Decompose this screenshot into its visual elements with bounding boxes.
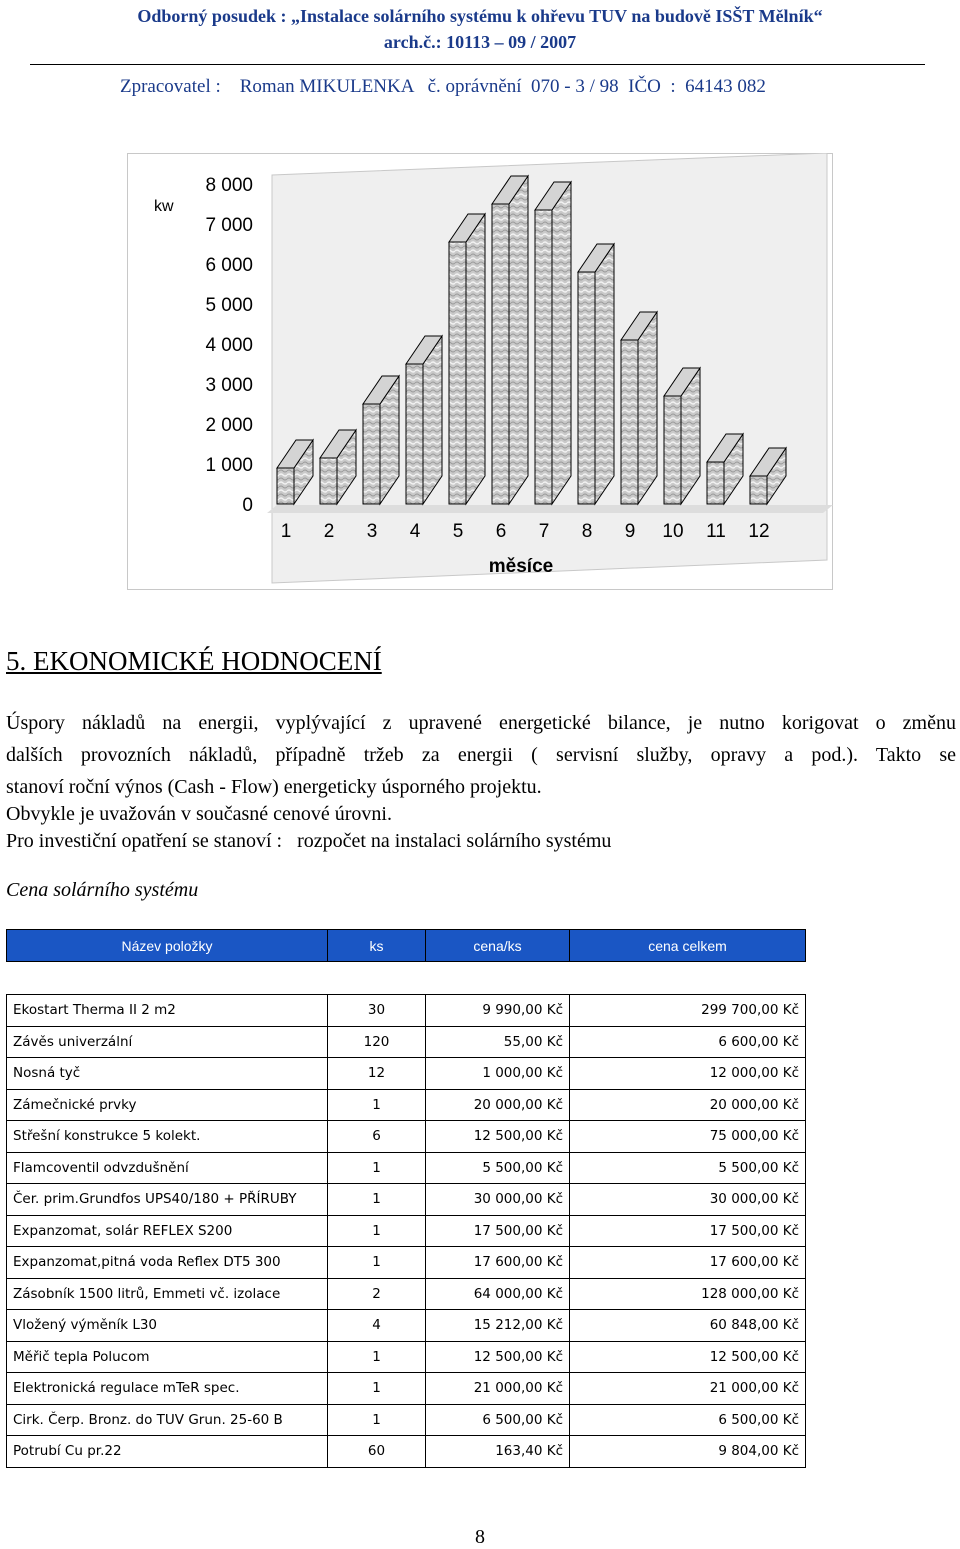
cell-item-name: Potrubí Cu pr.22 — [7, 1436, 328, 1468]
table-row — [7, 1184, 806, 1216]
cell-unit-price: 17 500,00 Kč — [426, 1215, 570, 1247]
chart-x-tick-label: 6 — [495, 521, 507, 542]
cell-total-price: 6 500,00 Kč — [570, 1404, 806, 1436]
chart-bar — [664, 368, 700, 504]
cell-unit-price: 30 000,00 Kč — [426, 1184, 570, 1216]
cell-total-price: 75 000,00 Kč — [570, 1121, 806, 1153]
table-row — [7, 1341, 806, 1373]
cell-total-price: 20 000,00 Kč — [570, 1089, 806, 1121]
cell-quantity: 1 — [328, 1373, 426, 1405]
chart-x-tick-label: 5 — [452, 521, 464, 542]
cell-item-name: Expanzomat,pitná voda Reflex DT5 300 — [7, 1247, 328, 1279]
cell-quantity: 1 — [328, 1247, 426, 1279]
chart-y-tick-label: 0 — [242, 495, 253, 516]
chart-x-tick-label: 8 — [581, 521, 593, 542]
chart-bar — [492, 176, 528, 504]
cell-item-name: Zásobník 1500 litrů, Emmeti vč. izolace — [7, 1278, 328, 1310]
cell-quantity: 12 — [328, 1058, 426, 1090]
header-divider — [30, 64, 925, 65]
table-row — [7, 1058, 806, 1090]
cell-quantity: 1 — [328, 1089, 426, 1121]
table-row — [7, 1373, 806, 1405]
cell-quantity: 1 — [328, 1152, 426, 1184]
cell-quantity: 1 — [328, 1215, 426, 1247]
chart-bar — [621, 312, 657, 504]
chart-y-tick-label: 7 000 — [205, 215, 253, 236]
table-row — [7, 1310, 806, 1342]
chart-y-tick-label: 3 000 — [205, 375, 253, 396]
cell-quantity: 30 — [328, 995, 426, 1027]
cell-total-price: 128 000,00 Kč — [570, 1278, 806, 1310]
cell-total-price: 60 848,00 Kč — [570, 1310, 806, 1342]
cell-quantity: 1 — [328, 1184, 426, 1216]
page-number: 8 — [475, 1526, 485, 1548]
cell-unit-price: 55,00 Kč — [426, 1026, 570, 1058]
price-table — [6, 929, 806, 1468]
cell-unit-price: 6 500,00 Kč — [426, 1404, 570, 1436]
table-spacer — [7, 962, 806, 995]
table-row — [7, 1215, 806, 1247]
cell-quantity: 60 — [328, 1436, 426, 1468]
chart-x-tick-label: 4 — [409, 521, 421, 542]
chart-x-tick-label: 9 — [624, 521, 636, 542]
chart-bar — [406, 336, 442, 504]
chart-y-tick-label: 6 000 — [205, 255, 253, 276]
chart-x-axis-label: měsíce — [488, 556, 554, 577]
chart-floor — [267, 505, 833, 513]
cell-total-price: 30 000,00 Kč — [570, 1184, 806, 1216]
table-row — [7, 1404, 806, 1436]
chart-y-tick-label: 5 000 — [205, 295, 253, 316]
document-header-reference: arch.č.: 10113 – 09 / 2007 — [383, 32, 577, 52]
cell-item-name: Zámečnické prvky — [7, 1089, 328, 1121]
cell-total-price: 12 000,00 Kč — [570, 1058, 806, 1090]
table-header-row — [7, 930, 806, 962]
paragraph-line: Obvykle je uvažován v současné cenové úrovni. — [6, 803, 392, 825]
cell-unit-price: 20 000,00 Kč — [426, 1089, 570, 1121]
cell-total-price: 9 804,00 Kč — [570, 1436, 806, 1468]
cell-item-name: Střešní konstrukce 5 kolekt. — [7, 1121, 328, 1153]
cell-unit-price: 21 000,00 Kč — [426, 1373, 570, 1405]
column-header-unit-price: cena/ks — [426, 930, 570, 962]
table-row — [7, 1278, 806, 1310]
cell-item-name: Elektronická regulace mTeR spec. — [7, 1373, 328, 1405]
cell-quantity: 4 — [328, 1310, 426, 1342]
chart-x-tick-label: 2 — [323, 521, 335, 542]
chart-bar — [535, 182, 571, 504]
cell-unit-price: 12 500,00 Kč — [426, 1341, 570, 1373]
cell-total-price: 17 500,00 Kč — [570, 1215, 806, 1247]
table-row — [7, 995, 806, 1027]
cell-unit-price: 15 212,00 Kč — [426, 1310, 570, 1342]
cell-unit-price: 9 990,00 Kč — [426, 995, 570, 1027]
table-row — [7, 1247, 806, 1279]
cell-quantity: 1 — [328, 1404, 426, 1436]
table-row — [7, 1026, 806, 1058]
cell-unit-price: 1 000,00 Kč — [426, 1058, 570, 1090]
chart-y-tick-label: 2 000 — [205, 415, 253, 436]
paragraph-line: stanoví roční výnos (Cash - Flow) energeticky úsporného projektu. — [6, 776, 542, 798]
chart-y-tick-label: 1 000 — [205, 455, 253, 476]
cell-quantity: 120 — [328, 1026, 426, 1058]
cell-total-price: 5 500,00 Kč — [570, 1152, 806, 1184]
cell-unit-price: 5 500,00 Kč — [426, 1152, 570, 1184]
cell-item-name: Čer. prim.Grundfos UPS40/180 + PŘÍRUBY — [7, 1184, 328, 1216]
cell-total-price: 6 600,00 Kč — [570, 1026, 806, 1058]
chart-y-tick-label: 4 000 — [205, 335, 253, 356]
cell-total-price: 12 500,00 Kč — [570, 1341, 806, 1373]
chart-bar — [578, 244, 614, 504]
cell-item-name: Flamcoventil odvzdušnění — [7, 1152, 328, 1184]
chart-y-tick-label: 8 000 — [205, 175, 253, 196]
cell-total-price: 299 700,00 Kč — [570, 995, 806, 1027]
cell-quantity: 1 — [328, 1341, 426, 1373]
cell-quantity: 2 — [328, 1278, 426, 1310]
cell-total-price: 21 000,00 Kč — [570, 1373, 806, 1405]
cell-quantity: 6 — [328, 1121, 426, 1153]
cell-item-name: Závěs univerzální — [7, 1026, 328, 1058]
chart-x-tick-label: 10 — [662, 521, 684, 542]
cell-unit-price: 163,40 Kč — [426, 1436, 570, 1468]
paragraph-line: Úspory nákladů na energii, vyplývající z upravené energetické bilance, je nutno korigovat o změnu — [6, 712, 956, 734]
chart-x-tick-label: 3 — [366, 521, 378, 542]
column-header-name: Název položky — [7, 930, 328, 962]
column-header-ks: ks — [328, 930, 426, 962]
section-title: 5. EKONOMICKÉ HODNOCENÍ — [6, 646, 382, 676]
column-header-total: cena celkem — [570, 930, 806, 962]
cell-unit-price: 12 500,00 Kč — [426, 1121, 570, 1153]
cell-item-name: Nosná tyč — [7, 1058, 328, 1090]
cell-item-name: Vložený výměník L30 — [7, 1310, 328, 1342]
paragraph-line: dalších provozních nákladů, případně tržeb za energii ( servisní služby, opravy a pod.). Takto se — [6, 744, 956, 766]
cell-item-name: Ekostart Therma II 2 m2 — [7, 995, 328, 1027]
chart-x-tick-label: 1 — [280, 521, 292, 542]
cell-total-price: 17 600,00 Kč — [570, 1247, 806, 1279]
chart-y-axis-label: kw — [154, 198, 174, 215]
monthly-energy-bar-chart — [127, 153, 833, 590]
chart-x-tick-label: 11 — [706, 521, 726, 542]
table-row — [7, 1089, 806, 1121]
table-caption: Cena solárního systému — [6, 879, 199, 901]
table-row — [7, 1152, 806, 1184]
document-author-line: Zpracovatel : Roman MIKULENKA č. oprávnění 070 - 3 / 98 IČO : 64143 082 — [120, 76, 766, 97]
chart-bar — [449, 214, 485, 504]
cell-item-name: Expanzomat, solár REFLEX S200 — [7, 1215, 328, 1247]
paragraph-line: Pro investiční opatření se stanoví : rozpočet na instalaci solárního systému — [6, 830, 612, 852]
cell-item-name: Měřič tepla Polucom — [7, 1341, 328, 1373]
document-header-title: Odborný posudek : „Instalace solárního systému k ohřevu TUV na budově ISŠT Mělník“ — [137, 6, 823, 26]
cell-unit-price: 17 600,00 Kč — [426, 1247, 570, 1279]
cell-unit-price: 64 000,00 Kč — [426, 1278, 570, 1310]
table-row — [7, 1436, 806, 1468]
chart-x-tick-label: 12 — [748, 521, 770, 542]
chart-bar — [363, 376, 399, 504]
table-row — [7, 1121, 806, 1153]
cell-item-name: Cirk. Čerp. Bronz. do TUV Grun. 25-60 B — [7, 1404, 328, 1436]
chart-x-tick-label: 7 — [538, 521, 550, 542]
